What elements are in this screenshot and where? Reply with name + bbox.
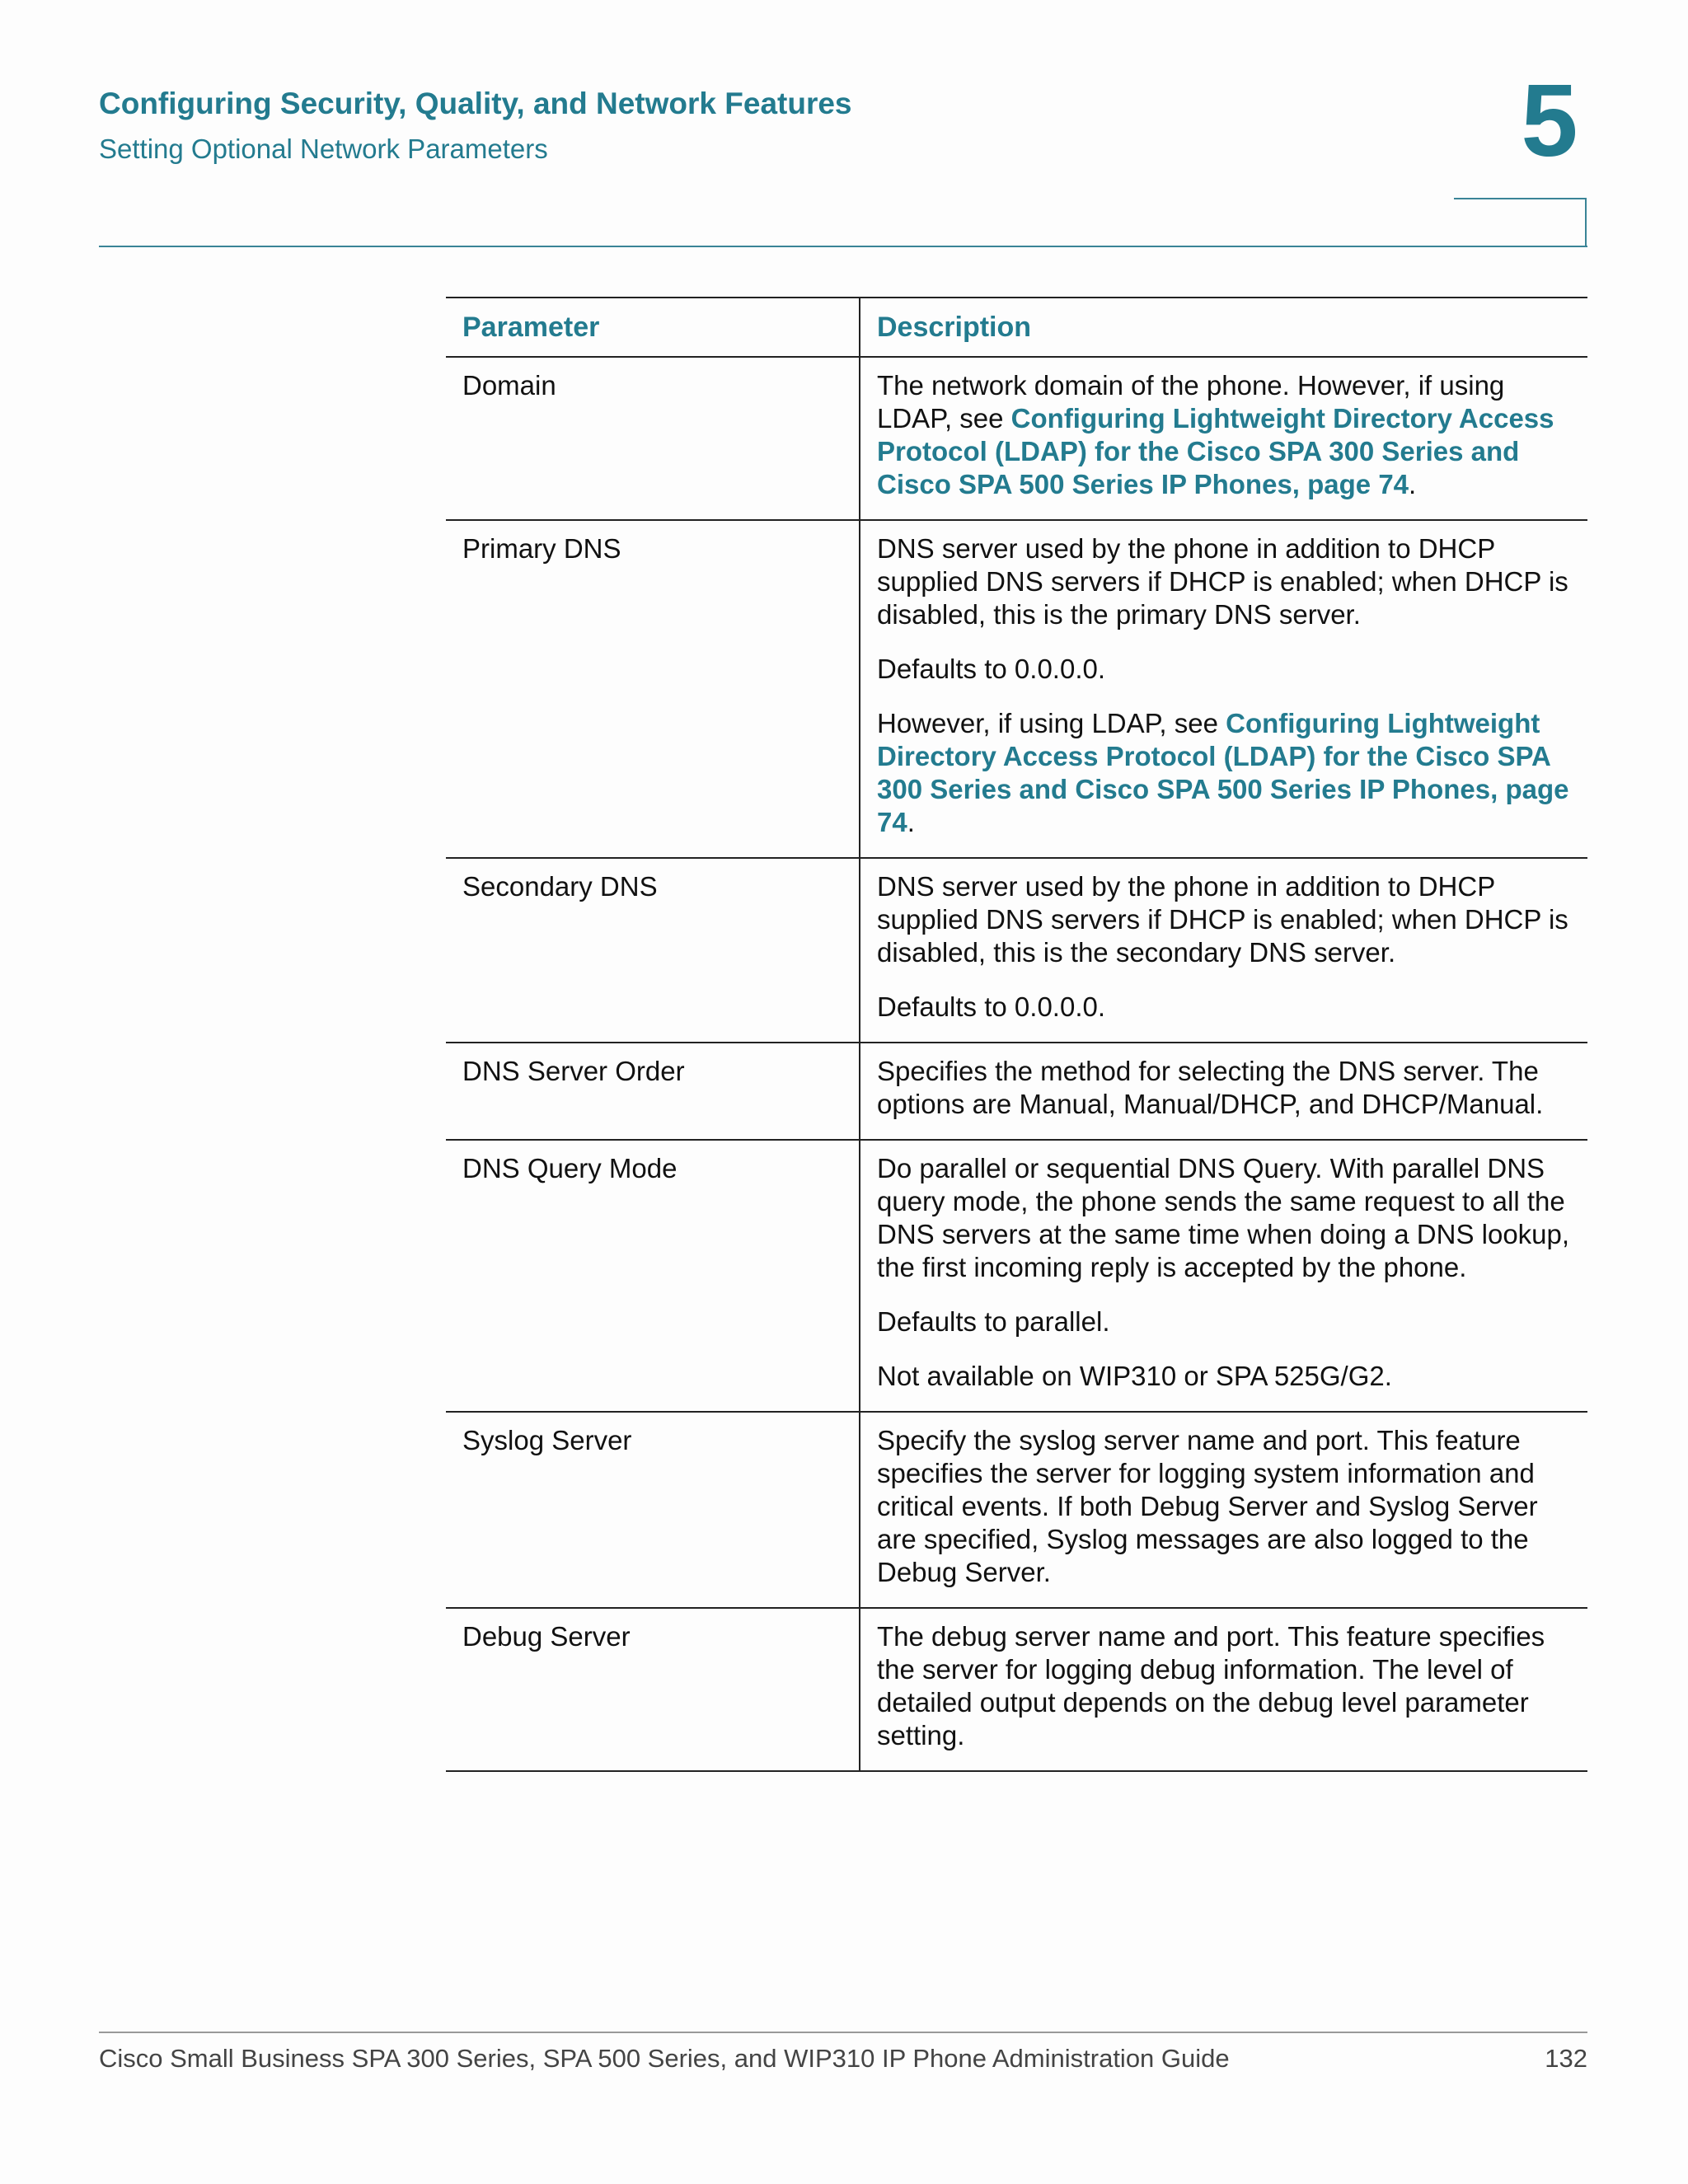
parameter-name: DNS Server Order [446,1043,860,1140]
description-text: Defaults to parallel. [877,1306,1110,1337]
description-text: Do parallel or sequential DNS Query. With parallel DNS query mode, the phone sends the same request to all the DNS servers at the same time when doing a DNS lookup, the first incoming reply is accepted by the phone. [877,1153,1570,1282]
description-text: DNS server used by the phone in addition to DHCP supplied DNS servers if DHCP is enabled; when DHCP is disabled, this is the primary DNS server. [877,533,1568,630]
parameter-name: Syslog Server [446,1412,860,1608]
description-paragraph [877,1424,1571,1589]
description-text: Specify the syslog server name and port. This feature specifies the server for logging system information and critical events. If both Debug Server and Syslog Server are specified, Syslog messages are also logged to the Debug Server. [877,1425,1538,1587]
description-paragraph [877,1360,1571,1393]
table-row [446,520,1587,858]
parameter-name: Primary DNS [446,520,860,858]
description-text: Defaults to 0.0.0.0. [877,654,1106,684]
description-paragraph [877,1152,1571,1284]
description-text: However, if using LDAP, see [877,708,1226,738]
table-row [446,357,1587,520]
description-text: . [907,807,915,837]
description-paragraph [877,707,1571,839]
parameter-description [860,1412,1587,1608]
table-row [446,858,1587,1043]
parameter-description [860,1043,1587,1140]
cross-reference-link[interactable]: Configuring Lightweight Directory Access Protocol (LDAP) for the Cisco SPA 300 Series and Cisco SPA 500 Series IP Phones, page 74 [877,403,1554,499]
parameter-description [860,1140,1587,1412]
description-paragraph [877,653,1571,686]
description-text: DNS server used by the phone in addition to DHCP supplied DNS servers if DHCP is enabled; when DHCP is disabled, this is the secondary DNS server. [877,871,1568,968]
table-body [446,357,1587,1771]
page-number: 132 [1545,2044,1587,2073]
parameter-description [860,1608,1587,1771]
header-divider [99,246,1587,247]
parameter-name: Debug Server [446,1608,860,1771]
parameter-table [446,297,1587,1772]
footer-divider [99,2032,1587,2033]
table-row [446,1412,1587,1608]
description-paragraph [877,1305,1571,1338]
column-header-description: Description [860,298,1587,357]
description-paragraph [877,369,1571,501]
parameter-name: DNS Query Mode [446,1140,860,1412]
description-text: . [1409,469,1417,499]
description-paragraph [877,1055,1571,1121]
parameter-name: Secondary DNS [446,858,860,1043]
chapter-number: 5 [1521,64,1578,178]
description-paragraph [877,991,1571,1024]
description-paragraph [877,532,1571,631]
chapter-tab-decoration [1454,198,1587,246]
table-header-row [446,298,1587,357]
table-row [446,1608,1587,1771]
description-paragraph [877,1620,1571,1752]
cross-reference-link[interactable]: Configuring Lightweight Directory Access Protocol (LDAP) for the Cisco SPA 300 Series and Cisco SPA 500 Series IP Phones, page 74 [877,708,1569,837]
description-text: The network domain of the phone. However, if using LDAP, see [877,370,1505,434]
description-text: Not available on WIP310 or SPA 525G/G2. [877,1361,1392,1391]
description-paragraph [877,870,1571,969]
parameter-description [860,858,1587,1043]
table-row [446,1043,1587,1140]
description-text: The debug server name and port. This feature specifies the server for logging debug information. The level of detailed output depends on the debug level parameter setting. [877,1621,1545,1750]
section-title: Setting Optional Network Parameters [99,134,548,164]
description-text: Defaults to 0.0.0.0. [877,991,1106,1022]
column-header-parameter: Parameter [446,298,860,357]
parameter-description [860,357,1587,520]
footer-guide-title: Cisco Small Business SPA 300 Series, SPA 500 Series, and WIP310 IP Phone Administration Guide [99,2044,1230,2073]
parameter-description [860,520,1587,858]
table-row [446,1140,1587,1412]
description-text: Specifies the method for selecting the DNS server. The options are Manual, Manual/DHCP, and DHCP/Manual. [877,1056,1544,1119]
chapter-title: Configuring Security, Quality, and Network Features [99,87,852,120]
parameter-name: Domain [446,357,860,520]
